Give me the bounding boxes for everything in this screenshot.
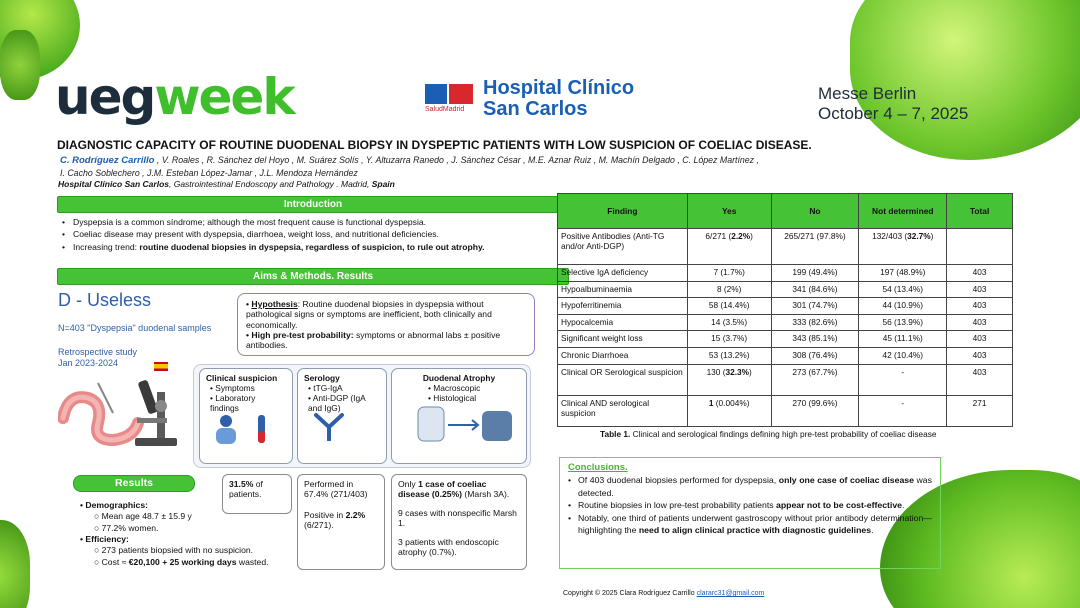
hypothesis-label: Hypothesis — [251, 299, 298, 309]
hospital-name-line1: Hospital Clínico — [483, 77, 635, 99]
cell-total — [947, 229, 1013, 265]
cell-yes-text: 130 ( — [706, 366, 726, 377]
table-header-row — [558, 194, 1013, 229]
cell-not-determined: 42 (10.4%) — [859, 347, 947, 364]
cell-nd-text: 132/403 ( — [872, 231, 908, 241]
conclusions-heading: Conclusions. — [568, 462, 628, 473]
cell-no: 343 (85.1%) — [771, 331, 859, 348]
table-caption-text: Clinical and serological findings defining high pre-test probability of coeliac disease — [630, 429, 937, 439]
atrophy-result-card — [391, 474, 527, 570]
c3-prefix: Notably, one third of patients underwent gastroscopy without prior antibody determination—highlighting the — [578, 512, 932, 535]
cell-finding: Hypocalcemia — [558, 314, 688, 331]
table-row — [558, 265, 1013, 282]
atrophy-item: • Histological — [428, 393, 520, 403]
atrophy-item: • Macroscopic — [428, 383, 520, 393]
card2-pos-prefix: Positive in — [304, 509, 346, 520]
cell-finding: Hypoalbuminaemia — [558, 281, 688, 298]
c2-suffix: . — [902, 500, 905, 511]
affiliation — [58, 179, 395, 189]
clinical-suspicion-box — [199, 368, 293, 464]
first-author: C. Rodríguez Carrillo — [60, 155, 155, 166]
c2-bold: appear not to be cost-effective — [776, 500, 902, 511]
cell-yes: 8 (2%) — [687, 281, 771, 298]
table-row — [558, 281, 1013, 298]
cell-total: 403 — [947, 314, 1013, 331]
decorative-blob-bottom-left — [0, 520, 30, 608]
microscope-icon — [125, 372, 185, 450]
intro-bullet: • Dyspepsia is a common síndrome; although the most frequent cause is functional dyspepsia. — [62, 216, 562, 228]
hypothesis-box — [237, 293, 535, 356]
cell-not-determined: 56 (13.9%) — [859, 314, 947, 331]
cell-yes-suffix: (0.004%) — [713, 397, 750, 408]
card3-prefix: Only — [398, 479, 419, 489]
study-type: Retrospective study — [58, 347, 138, 357]
cost-prefix: Cost ≈ — [101, 556, 129, 567]
card2-performed: Performed in 67.4% (271/403) — [304, 479, 368, 500]
c1-suffix: was detected. — [578, 475, 932, 498]
cell-no: 308 (76.4%) — [771, 347, 859, 364]
cell-finding: Clinical AND serological suspicion — [558, 395, 688, 426]
venue-name: Messe Berlin — [818, 84, 917, 103]
affiliation-dept: , Gastrointestinal Endoscopy and Pathology . Madrid, — [169, 179, 372, 189]
efficiency-label: • Efficiency: — [80, 534, 305, 545]
cell-yes-suffix: ) — [749, 366, 752, 377]
affiliation-hospital: Hospital Clínico San Carlos — [58, 179, 169, 189]
cell-not-determined: 45 (11.1%) — [859, 331, 947, 348]
cell-finding: Hypoferritinemia — [558, 298, 688, 315]
cell-total: 403 — [947, 265, 1013, 282]
cell-finding: Significant weight loss — [558, 331, 688, 348]
c3-bold: need to align clinical practice with diagnostic guidelines — [638, 524, 872, 535]
conclusion-item — [568, 499, 932, 511]
findings-table — [557, 193, 1013, 427]
cell-total: 403 — [947, 281, 1013, 298]
serology-item: • Anti-DGP (IgA and IgG) — [308, 393, 380, 413]
demographics-label: • Demographics: — [80, 500, 305, 511]
cell-no: 341 (84.6%) — [771, 281, 859, 298]
cell-yes — [687, 395, 771, 426]
coauthors: , V. Roales , R. Sánchez del Hoyo , M. Suárez Solís , Y. Altuzarra Ranedo , J. Sánchez César , M.E. Aznar Ruiz , M. Machín Delgado , C. López Martínez , I. Cacho Soblechero , J.M. Esteban López-Jamar , J.L. Mendoza Hernández — [60, 155, 759, 178]
intro-bullet-trend — [62, 241, 562, 253]
hospital-name-line2: San Carlos — [483, 98, 588, 120]
cell-no: 265/271 (97.8%) — [771, 229, 859, 265]
c2-prefix: Routine biopsies in low pre-test probability patients — [578, 500, 776, 511]
cell-not-determined: 197 (48.9%) — [859, 265, 947, 282]
cell-not-determined: - — [859, 364, 947, 395]
card2-pos-bold: 2.2% — [345, 509, 366, 520]
conclusion-item — [568, 512, 932, 537]
c3-suffix: . — [871, 524, 874, 535]
table-row — [558, 229, 1013, 265]
clinical-item: • Symptoms — [210, 383, 286, 393]
spain-flag-icon — [154, 362, 168, 371]
card3-marsh1: 9 cases with nonspecific Marsh 1. — [398, 507, 517, 529]
venue-block — [818, 84, 968, 125]
cell-no: 301 (74.7%) — [771, 298, 859, 315]
cell-no: 270 (99.6%) — [771, 395, 859, 426]
villi-atrophy-icon — [398, 403, 522, 443]
cell-yes-bold: 1 — [708, 397, 714, 408]
header-finding: Finding — [558, 194, 688, 229]
trend-prefix: Increasing trend: — [73, 241, 140, 252]
copyright-footer — [563, 590, 764, 597]
cost-item — [80, 557, 305, 568]
table-row — [558, 395, 1013, 426]
cell-not-determined: 54 (13.4%) — [859, 281, 947, 298]
demographic-item: ○ Mean age 48.7 ± 15.9 y — [80, 511, 305, 522]
cell-nd-bold: 32.7% — [907, 231, 931, 241]
table-row — [558, 298, 1013, 315]
study-dates: Jan 2023-2024 — [58, 358, 119, 369]
cell-nd-suffix: ) — [930, 231, 934, 241]
cell-yes: 14 (3.5%) — [687, 314, 771, 331]
cost-bold: €20,100 + 25 working days — [128, 556, 237, 567]
hospital-sub-label: SaludMadrid — [425, 106, 465, 113]
aims-methods-header: Aims & Methods. Results — [57, 268, 569, 285]
probability-label: High pre-test probability: — [251, 329, 354, 340]
card3-endoscopic: 3 patients with endoscopic atrophy (0.7%). — [398, 536, 499, 558]
cell-total: 403 — [947, 364, 1013, 395]
hospital-name — [483, 78, 634, 120]
cell-total: 271 — [947, 395, 1013, 426]
cell-yes: 53 (13.2%) — [687, 347, 771, 364]
logo-ueg-text: ueg — [55, 68, 155, 126]
cell-total: 403 — [947, 331, 1013, 348]
duodenal-atrophy-title: Duodenal Atrophy — [422, 373, 496, 383]
cell-yes-suffix: ) — [750, 231, 753, 241]
author-email-link[interactable]: clararc31@gmail.com — [696, 590, 765, 597]
salud-madrid-icon — [425, 84, 475, 114]
card1-text: of patients. — [229, 479, 263, 500]
antibody-icon — [304, 413, 354, 441]
table-row — [558, 364, 1013, 395]
hospital-logo — [425, 78, 634, 120]
cell-not-determined: 44 (10.9%) — [859, 298, 947, 315]
decorative-blob-top-right — [850, 0, 1080, 160]
conclusion-item — [568, 474, 932, 499]
trend-bold: routine duodenal biopsies in dyspepsia, regardless of suspicion, to rule out atrophy. — [139, 241, 485, 252]
header-total: Total — [947, 194, 1013, 229]
header-no: No — [771, 194, 859, 229]
copyright-text: Copyright © 2025 Clara Rodríguez Carrillo — [563, 590, 697, 597]
c1-bold: only one case of coeliac disease — [778, 475, 914, 486]
card3-suffix: (Marsh 3A). — [462, 489, 510, 500]
introduction-list — [62, 216, 562, 253]
cell-finding: Selective IgA deficiency — [558, 265, 688, 282]
cell-yes: 15 (3.7%) — [687, 331, 771, 348]
event-dates: October 4 – 7, 2025 — [818, 104, 969, 124]
logo-week-text: week — [154, 68, 294, 126]
hypothesis-text: : Routine duodenal biopsies in dyspepsia without pathological signs or symptoms are inefficient, both clinically and economically. — [246, 299, 492, 330]
card1-bold: 31.5% — [229, 479, 254, 489]
cell-no: 273 (67.7%) — [771, 364, 859, 395]
clinical-result-card — [222, 474, 292, 514]
cell-yes — [687, 364, 771, 395]
cell-finding: Positive Antibodies (Anti-TG and/or Anti-DGP) — [558, 229, 688, 265]
introduction-header: Introduction — [57, 196, 569, 213]
cell-not-determined — [859, 229, 947, 265]
efficiency-item: ○ 273 patients biopsied with no suspicion. — [80, 545, 305, 556]
cell-no: 199 (49.4%) — [771, 265, 859, 282]
serology-item: • tTG-IgA — [308, 383, 380, 393]
card3-bold: 1 case of coeliac disease (0.25%) — [398, 479, 487, 500]
cell-yes: 7 (1.7%) — [687, 265, 771, 282]
card3-coeliac — [398, 479, 520, 500]
c1-prefix: Of 403 duodenal biopsies performed for dyspepsia, — [578, 475, 779, 486]
table-row — [558, 347, 1013, 364]
card2-positive — [304, 510, 378, 531]
sample-size: N=403 "Dyspepsia" duodenal samples — [58, 323, 212, 333]
cell-no: 333 (82.6%) — [771, 314, 859, 331]
table-caption — [600, 429, 937, 439]
cell-not-determined: - — [859, 395, 947, 426]
table-row — [558, 314, 1013, 331]
conclusions-box — [559, 457, 941, 569]
cell-finding: Chronic Diarrhoea — [558, 347, 688, 364]
author-list — [60, 155, 760, 180]
card2-pos-suffix: (6/271). — [304, 520, 334, 531]
demographic-item: ○ 77.2% women. — [80, 523, 305, 534]
cell-total: 403 — [947, 298, 1013, 315]
cell-yes — [687, 229, 771, 265]
intro-bullet: • Coeliac disease may present with dyspepsia, diarrhoea, weight loss, and nutritional deficiencies. — [62, 228, 562, 240]
affiliation-country: Spain — [371, 179, 395, 189]
header-yes: Yes — [687, 194, 771, 229]
patient-and-test-tube-icon — [206, 413, 276, 445]
header-not-determined: Not determined — [859, 194, 947, 229]
cell-total: 403 — [947, 347, 1013, 364]
ueg-week-logo — [55, 68, 294, 126]
probability-text: symptoms or abnormal labs ± positive antibodies. — [246, 329, 501, 351]
clinical-suspicion-title: Clinical suspicion — [206, 373, 278, 383]
duodenal-atrophy-box — [391, 368, 527, 464]
serology-title: Serology — [304, 373, 340, 383]
results-header: Results — [73, 475, 195, 492]
serology-result-card — [297, 474, 385, 570]
table-row — [558, 331, 1013, 348]
clinical-item: • Laboratory findings — [210, 393, 286, 413]
cost-suffix: wasted. — [236, 556, 269, 567]
probability-item — [246, 330, 526, 351]
cell-yes-text: 6/271 ( — [705, 231, 732, 241]
cell-yes-bold: 2.2% — [731, 231, 751, 241]
cell-yes: 58 (14.4%) — [687, 298, 771, 315]
cell-finding: Clinical OR Serological suspicion — [558, 364, 688, 395]
hypothesis-item — [246, 299, 526, 330]
serology-box — [297, 368, 387, 464]
cell-yes-bold: 32.3% — [725, 366, 750, 377]
decorative-blob-left — [0, 30, 40, 100]
table-caption-label: Table 1. — [600, 429, 631, 439]
useless-title: D - Useless — [58, 290, 152, 310]
poster-title: DIAGNOSTIC CAPACITY OF ROUTINE DUODENAL BIOPSY IN DYSPEPTIC PATIENTS WITH LOW SUSPICION OF COELIAC DISEASE. — [57, 138, 812, 152]
